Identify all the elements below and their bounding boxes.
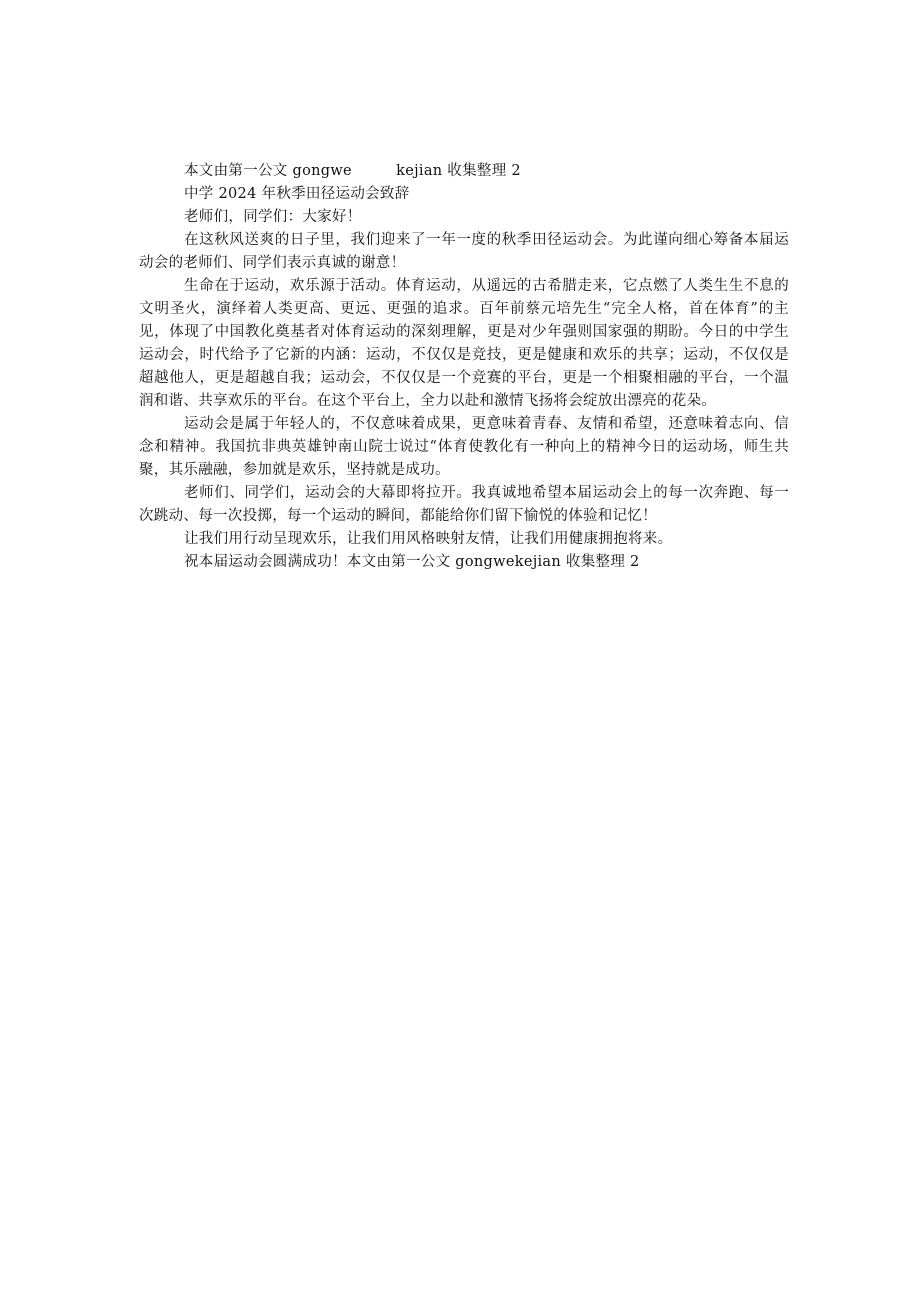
closing-line: 祝本届运动会圆满成功！本文由第一公文 gongwekejian 收集整理 2 — [184, 554, 640, 570]
paragraph-4: 老师们、同学们，运动会的大幕即将拉开。我真诚地希望本届运动会上的每一次奔跑、每一次跳动、每一次投掷，每一个运动的瞬间，都能给你们留下愉悦的体验和记忆！ — [139, 485, 789, 524]
paragraph-1: 在这秋风送爽的日子里，我们迎来了一年一度的秋季田径运动会。为此谨向细心筹备本届运动会的老师们、同学们表示真诚的谢意！ — [139, 232, 789, 271]
header-note: 本文由第一公文 gongwe kejian 收集整理 2 — [184, 163, 521, 179]
document-body — [139, 160, 789, 574]
document-title: 中学 2024 年秋季田径运动会致辞 — [184, 186, 410, 202]
paragraph-3: 运动会是属于年轻人的，不仅意味着成果，更意味着青春、友情和希望，还意味着志向、信念和精神。我国抗非典英雄钟南山院士说过“体育使教化有一种向上的精神今日的运动场，师生共聚，其乐融融，参加就是欢乐，坚持就是成功。 — [139, 416, 789, 478]
salutation: 老师们，同学们：大家好！ — [184, 209, 362, 225]
paragraph-2: 生命在于运动，欢乐源于活动。体育运动，从遥远的古希腊走来，它点燃了人类生生不息的文明圣火，演绎着人类更高、更远、更强的追求。百年前蔡元培先生“完全人格，首在体育”的主见，体现了中国教化奠基者对体育运动的深刻理解，更是对少年强则国家强的期盼。今日的中学生运动会，时代给予了它新的内涵：运动，不仅仅是竞技，更是健康和欢乐的共享；运动，不仅仅是超越他人，更是超越自我；运动会，不仅仅是一个竞赛的平台，更是一个相聚相融的平台，一个温润和谐、共享欢乐的平台。在这个平台上，全力以赴和激情飞扬将会绽放出漂亮的花朵。 — [139, 278, 789, 409]
paragraph-5: 让我们用行动呈现欢乐，让我们用风格映射友情，让我们用健康拥抱将来。 — [184, 531, 673, 547]
